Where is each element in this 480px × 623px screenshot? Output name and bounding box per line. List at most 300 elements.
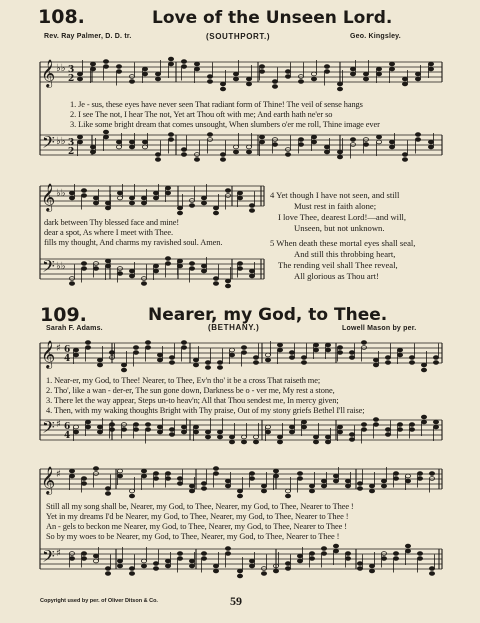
note-head xyxy=(69,196,74,200)
note-head xyxy=(85,346,90,350)
note-head xyxy=(109,428,114,432)
verse-4-line: Must rest in faith alone; xyxy=(294,201,377,211)
svg-text:4: 4 xyxy=(64,431,71,441)
note-head xyxy=(73,425,78,429)
note-head xyxy=(345,484,350,488)
note-head xyxy=(259,135,264,139)
note-head xyxy=(237,574,242,578)
note-head xyxy=(105,264,110,268)
note-head xyxy=(117,559,122,563)
note-head xyxy=(289,351,294,355)
note-head xyxy=(253,440,258,444)
svg-text:♭♭: ♭♭ xyxy=(56,188,66,199)
note-head xyxy=(213,467,218,471)
note-head xyxy=(321,552,326,556)
note-head xyxy=(90,62,95,66)
note-head xyxy=(233,150,238,154)
note-head xyxy=(249,477,254,481)
note-head xyxy=(85,420,90,424)
note-head xyxy=(313,440,318,444)
note-head xyxy=(361,423,366,427)
hymn-108-lyric-verse3: 3. Like some bright dream that comes unsought, When slumbers o'er me roll, Thine image ever xyxy=(70,120,380,129)
note-head xyxy=(201,201,206,205)
note-head xyxy=(357,482,362,486)
note-head xyxy=(417,472,422,476)
note-head xyxy=(337,430,342,434)
verse-4-line: I love Thee, dearest Lord!—and will, xyxy=(278,212,406,222)
note-head xyxy=(409,356,414,360)
hymn-108-lyric-verse1: 1. Je - sus, these eyes have never seen That radiant form of Thine! The veil of sense hangs xyxy=(70,100,363,109)
note-head xyxy=(141,282,146,286)
note-head xyxy=(116,145,121,149)
hymn-108-music-credit: Geo. Kingsley. xyxy=(350,33,401,40)
note-head xyxy=(177,552,182,556)
note-head xyxy=(105,201,110,205)
note-head xyxy=(393,477,398,481)
note-head xyxy=(311,140,316,144)
note-head xyxy=(142,67,147,71)
note-head xyxy=(194,62,199,66)
note-head xyxy=(133,351,138,355)
note-head xyxy=(363,72,368,76)
note-head xyxy=(165,477,170,481)
hymn-108-title: Love of the Unseen Lord. xyxy=(152,8,393,28)
note-head xyxy=(117,564,122,568)
hymn-109-lyric-verse4: 4. Then, with my waking thoughts Bright with Thy praise, Out of my stony griefs Bethel I'll raise; xyxy=(46,406,365,415)
note-head xyxy=(417,477,422,481)
note-head xyxy=(142,140,147,144)
note-head xyxy=(229,435,234,439)
note-head xyxy=(381,552,386,556)
note-head xyxy=(333,479,338,483)
note-head xyxy=(207,133,212,137)
hymn-109-refrain-verse3: An - gels to beckon me Nearer, my God, to Thee, Nearer, my God, to Thee, Nearer to Thee ! xyxy=(46,522,347,531)
note-head xyxy=(121,368,126,372)
note-head xyxy=(297,554,302,558)
svg-text:𝄢: 𝄢 xyxy=(42,132,55,156)
note-head xyxy=(90,145,95,149)
note-head xyxy=(168,133,173,137)
note-head xyxy=(141,469,146,473)
note-head xyxy=(81,477,86,481)
note-head xyxy=(345,479,350,483)
note-head xyxy=(189,559,194,563)
verse-4-line: Unseen, but not unknown. xyxy=(294,223,385,233)
note-head xyxy=(229,440,234,444)
note-head xyxy=(194,153,199,157)
note-head xyxy=(241,351,246,355)
note-head xyxy=(285,562,290,566)
svg-text:♭♭: ♭♭ xyxy=(56,136,66,147)
svg-text:𝄞: 𝄞 xyxy=(41,340,56,368)
note-head xyxy=(357,487,362,491)
note-head xyxy=(405,474,410,478)
svg-text:𝄞: 𝄞 xyxy=(41,183,56,211)
note-head xyxy=(116,70,121,74)
note-head xyxy=(433,425,438,429)
note-head xyxy=(311,72,316,76)
note-head xyxy=(69,277,74,281)
note-head xyxy=(193,363,198,367)
note-head xyxy=(229,353,234,357)
svg-text:2: 2 xyxy=(68,74,75,84)
note-head xyxy=(259,70,264,74)
note-head xyxy=(249,204,254,208)
note-head xyxy=(193,358,198,362)
note-head xyxy=(77,140,82,144)
note-head xyxy=(165,186,170,190)
svg-text:𝄞: 𝄞 xyxy=(41,59,56,87)
note-head xyxy=(177,482,182,486)
note-head xyxy=(81,194,86,198)
note-head xyxy=(141,564,146,568)
note-head xyxy=(153,191,158,195)
note-head xyxy=(337,155,342,159)
hymn-108-lyric-verse2: 2. I see The not, I hear The not, Yet art Thou oft with me; And earth hath ne'er so xyxy=(70,110,333,119)
note-head xyxy=(428,140,433,144)
hymn-108-lyric-cont-verse2: dear a spot, As where I meet with Thee. xyxy=(44,228,173,237)
copyright-notice: Copyright used by per. of Oliver Ditson & Co. xyxy=(40,598,158,604)
note-head xyxy=(333,474,338,478)
note-head xyxy=(285,494,290,498)
note-head xyxy=(333,549,338,553)
note-head xyxy=(389,62,394,66)
note-head xyxy=(103,60,108,64)
note-head xyxy=(109,351,114,355)
note-head xyxy=(201,264,206,268)
note-head xyxy=(272,143,277,147)
note-head xyxy=(121,428,126,432)
note-head xyxy=(285,567,290,571)
note-head xyxy=(177,264,182,268)
note-head xyxy=(73,353,78,357)
note-head xyxy=(153,196,158,200)
svg-text:♭♭: ♭♭ xyxy=(56,63,66,74)
note-head xyxy=(177,259,182,263)
note-head xyxy=(309,489,314,493)
note-head xyxy=(285,75,290,79)
note-head xyxy=(350,72,355,76)
note-head xyxy=(189,199,194,203)
note-head xyxy=(397,353,402,357)
note-head xyxy=(207,80,212,84)
note-head xyxy=(313,435,318,439)
note-head xyxy=(168,138,173,142)
note-head xyxy=(81,189,86,193)
note-head xyxy=(261,567,266,571)
note-head xyxy=(93,196,98,200)
note-head xyxy=(253,435,258,439)
note-head xyxy=(229,348,234,352)
note-head xyxy=(277,348,282,352)
note-head xyxy=(85,341,90,345)
note-head xyxy=(81,267,86,271)
svg-text:𝄢: 𝄢 xyxy=(42,256,55,280)
note-head xyxy=(69,552,74,556)
hymn-108-verse-4 xyxy=(270,190,406,234)
note-head xyxy=(213,472,218,476)
note-head xyxy=(373,423,378,427)
svg-text:𝄢: 𝄢 xyxy=(42,546,55,570)
note-head xyxy=(217,435,222,439)
note-head xyxy=(153,567,158,571)
note-head xyxy=(181,60,186,64)
note-head xyxy=(129,269,134,273)
svg-text:♯: ♯ xyxy=(56,419,61,430)
note-head xyxy=(237,569,242,573)
note-head xyxy=(357,562,362,566)
svg-text:6: 6 xyxy=(64,345,71,355)
note-head xyxy=(189,267,194,271)
note-head xyxy=(402,82,407,86)
note-head xyxy=(157,353,162,357)
note-head xyxy=(389,140,394,144)
note-head xyxy=(213,211,218,215)
note-head xyxy=(129,145,134,149)
note-head xyxy=(381,557,386,561)
note-head xyxy=(153,562,158,566)
note-head xyxy=(220,87,225,91)
note-head xyxy=(298,143,303,147)
note-head xyxy=(381,484,386,488)
note-head xyxy=(133,346,138,350)
hymn-109-music-credit: Lowell Mason by per. xyxy=(342,325,417,332)
note-head xyxy=(141,277,146,281)
note-head xyxy=(385,361,390,365)
note-head xyxy=(309,552,314,556)
note-head xyxy=(349,438,354,442)
note-head xyxy=(168,57,173,61)
note-head xyxy=(141,201,146,205)
note-head xyxy=(325,343,330,347)
hymn-109-lyric-verse1: 1. Near-er, my God, to Thee! Nearer, to Thee, Ev'n tho' it be a cross That raiseth me; xyxy=(46,376,321,385)
note-head xyxy=(337,351,342,355)
note-head xyxy=(428,67,433,71)
note-head xyxy=(109,423,114,427)
note-head xyxy=(145,346,150,350)
note-head xyxy=(103,130,108,134)
note-head xyxy=(81,482,86,486)
note-head xyxy=(428,62,433,66)
note-head xyxy=(93,472,98,476)
note-head xyxy=(129,494,134,498)
note-head xyxy=(415,138,420,142)
note-head xyxy=(217,366,222,370)
note-head xyxy=(220,158,225,162)
note-head xyxy=(237,191,242,195)
note-head xyxy=(105,492,110,496)
note-head xyxy=(324,145,329,149)
note-head xyxy=(350,67,355,71)
note-head xyxy=(129,140,134,144)
note-head xyxy=(201,557,206,561)
note-head xyxy=(349,351,354,355)
note-head xyxy=(77,135,82,139)
note-head xyxy=(225,194,230,198)
note-head xyxy=(117,469,122,473)
note-head xyxy=(345,552,350,556)
note-head xyxy=(77,77,82,81)
note-head xyxy=(97,358,102,362)
note-head xyxy=(165,262,170,266)
note-head xyxy=(213,282,218,286)
note-head xyxy=(93,554,98,558)
note-head xyxy=(165,559,170,563)
note-head xyxy=(345,557,350,561)
note-head xyxy=(220,82,225,86)
note-head xyxy=(376,67,381,71)
svg-text:♯: ♯ xyxy=(56,343,61,354)
note-head xyxy=(129,201,134,205)
note-head xyxy=(261,489,266,493)
note-head xyxy=(337,346,342,350)
note-head xyxy=(142,72,147,76)
note-head xyxy=(265,430,270,434)
note-head xyxy=(85,425,90,429)
note-head xyxy=(205,430,210,434)
note-head xyxy=(205,435,210,439)
note-head xyxy=(249,472,254,476)
note-head xyxy=(361,428,366,432)
note-head xyxy=(376,72,381,76)
note-head xyxy=(376,140,381,144)
note-head xyxy=(105,567,110,571)
svg-text:𝄞: 𝄞 xyxy=(41,466,56,494)
note-head xyxy=(155,158,160,162)
note-head xyxy=(129,489,134,493)
note-head xyxy=(313,343,318,347)
note-head xyxy=(298,138,303,142)
note-head xyxy=(325,348,330,352)
note-head xyxy=(357,567,362,571)
note-head xyxy=(169,361,174,365)
note-head xyxy=(350,138,355,142)
note-head xyxy=(103,65,108,69)
note-head xyxy=(69,282,74,286)
note-head xyxy=(311,77,316,81)
hymn-109-lyric-verse3: 3. There let the way appear, Steps un-to heav'n; All that Thou sendest me, In mercy given; xyxy=(46,396,339,405)
svg-text:𝄢: 𝄢 xyxy=(42,417,55,441)
note-head xyxy=(273,474,278,478)
note-head xyxy=(265,353,270,357)
note-head xyxy=(225,552,230,556)
hymn-109-tune-name: (BETHANY.) xyxy=(208,323,260,332)
note-head xyxy=(117,474,122,478)
hymn-109-title: Nearer, my God, to Thee. xyxy=(148,305,388,325)
note-head xyxy=(117,196,122,200)
note-head xyxy=(429,572,434,576)
note-head xyxy=(433,361,438,365)
note-head xyxy=(233,145,238,149)
note-head xyxy=(213,564,218,568)
note-head xyxy=(417,552,422,556)
note-head xyxy=(272,138,277,142)
note-head xyxy=(225,279,230,283)
note-head xyxy=(117,191,122,195)
note-head xyxy=(433,356,438,360)
note-head xyxy=(297,559,302,563)
note-head xyxy=(105,259,110,263)
note-head xyxy=(141,196,146,200)
note-head xyxy=(116,65,121,69)
note-head xyxy=(376,135,381,139)
note-head xyxy=(350,143,355,147)
note-head xyxy=(153,269,158,273)
note-head xyxy=(363,138,368,142)
note-head xyxy=(325,435,330,439)
note-head xyxy=(363,77,368,81)
note-head xyxy=(324,65,329,69)
note-head xyxy=(141,559,146,563)
note-head xyxy=(141,474,146,478)
note-head xyxy=(97,425,102,429)
note-head xyxy=(201,487,206,491)
note-head xyxy=(165,564,170,568)
note-head xyxy=(285,148,290,152)
note-head xyxy=(237,489,242,493)
note-head xyxy=(397,348,402,352)
note-head xyxy=(249,209,254,213)
note-head xyxy=(285,489,290,493)
note-head xyxy=(273,469,278,473)
note-head xyxy=(324,150,329,154)
note-head xyxy=(369,569,374,573)
note-head xyxy=(93,467,98,471)
note-head xyxy=(193,430,198,434)
note-head xyxy=(117,267,122,271)
note-head xyxy=(337,82,342,86)
note-head xyxy=(194,158,199,162)
note-head xyxy=(421,363,426,367)
note-head xyxy=(311,135,316,139)
note-head xyxy=(429,567,434,571)
note-head xyxy=(201,196,206,200)
note-head xyxy=(121,363,126,367)
note-head xyxy=(313,348,318,352)
hymn-109-words-credit: Sarah F. Adams. xyxy=(46,325,103,332)
note-head xyxy=(157,430,162,434)
note-head xyxy=(361,346,366,350)
note-head xyxy=(177,211,182,215)
note-head xyxy=(155,72,160,76)
note-head xyxy=(324,70,329,74)
note-head xyxy=(201,552,206,556)
note-head xyxy=(259,65,264,69)
note-head xyxy=(155,153,160,157)
hymn-108-words-credit: Rev. Ray Palmer, D. D. tr. xyxy=(44,33,132,40)
note-head xyxy=(177,477,182,481)
note-head xyxy=(393,557,398,561)
note-head xyxy=(168,62,173,66)
note-head xyxy=(301,425,306,429)
note-head xyxy=(217,430,222,434)
note-head xyxy=(97,363,102,367)
note-head xyxy=(145,423,150,427)
note-head xyxy=(393,552,398,556)
hymn-108-verse-5 xyxy=(270,238,415,282)
note-head xyxy=(237,262,242,266)
verse-5-line: The rending veil shall Thee reveal, xyxy=(278,260,398,270)
note-head xyxy=(93,267,98,271)
note-head xyxy=(373,363,378,367)
note-head xyxy=(201,482,206,486)
svg-text:3: 3 xyxy=(68,138,75,148)
note-head xyxy=(253,356,258,360)
note-head xyxy=(301,420,306,424)
note-head xyxy=(421,368,426,372)
note-head xyxy=(189,484,194,488)
note-head xyxy=(261,572,266,576)
